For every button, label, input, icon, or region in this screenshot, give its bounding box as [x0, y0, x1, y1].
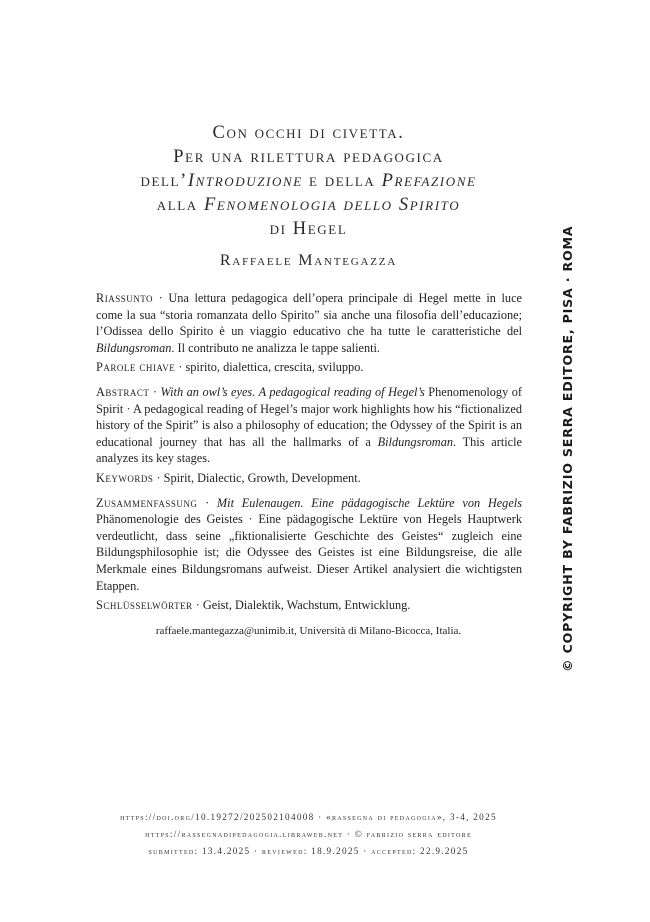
- title-line-2: Per una rilettura pedagogica: [173, 147, 444, 167]
- parole-chiave-paragraph: Parole chiave · spirito, dialettica, crescita, sviluppo.: [96, 360, 364, 375]
- footer-doi-line: https://doi.org/10.19272/202502104008 · «rassegna di pedagogia», 3-4, 2025: [120, 812, 497, 822]
- footer-website-line: https://rassegnadipedagogia.libraweb.net · © fabrizio serra editore: [145, 829, 472, 839]
- title-line-3: dell’Introduzione e della Prefazione: [140, 171, 477, 191]
- schluesselwoerter-paragraph: Schlüsselwörter · Geist, Dialektik, Wachstum, Entwicklung.: [96, 598, 411, 613]
- abstracts-section: [96, 290, 522, 614]
- copyright-notice: © COPYRIGHT BY FABRIZIO SERRA EDITORE, PISA · ROMA: [560, 225, 575, 672]
- footer-dates-line: submitted: 13.4.2025 · reviewed: 18.9.2025 · accepted: 22.9.2025: [148, 846, 469, 856]
- keywords-paragraph: Keywords · Spirit, Dialectic, Growth, Development.: [96, 470, 361, 485]
- parole-chiave-label: Parole chiave: [96, 360, 176, 375]
- title-line-4: alla Fenomenologia dello Spirito: [156, 195, 461, 215]
- author-affiliation: raffaele.mantegazza@unimib.it, Università di Milano-Bicocca, Italia.: [155, 625, 462, 637]
- title-line-1: Con occhi di civetta.: [212, 123, 405, 143]
- title-line-5: di Hegel: [269, 219, 348, 239]
- abstract-paragraph: Abstract · With an owl’s eyes. A pedagogical reading of Hegel’s Phenomenology of Spirit · A pedagogical reading of Hegel’s major work highlights how his “fictionalized history of the Spirit” is also a philosophy of education; the Odyssey of the Spirit is an educational journey that has all the hallmarks of a Bildungsroman. This article analyzes its key stages.: [96, 384, 523, 466]
- publication-footer: [0, 809, 617, 860]
- riassunto-paragraph: Riassunto · Una lettura pedagogica dell’opera principale di Hegel mette in luce come la sua “storia romanzata dello Spirito” sia anche una filosofia dell’educazione; l’Odissea dello Spirito è un viaggio educativo che ha tutte le caratteristiche del Bildungsroman. Il contributo ne analizza le tappe salienti.: [96, 291, 522, 355]
- author-name: Raffaele Mantegazza: [219, 252, 398, 269]
- keywords-label: Keywords: [96, 470, 154, 485]
- schluesselwoerter-label: Schlüsselwörter: [96, 598, 193, 613]
- zusammenfassung-label: Zusammenfassung: [96, 495, 198, 510]
- zusammenfassung-paragraph: Zusammenfassung · Mit Eulenaugen. Eine pädagogische Lektüre von Hegels Phänomenologie des Geistes · Eine pädagogische Lektüre von Hegels Hauptwerk verdeutlicht, dass seine „fiktionalisierte Geschichte des Geistes“ zugleich eine Bildungsphilosophie ist; die Odyssee des Geistes ist eine Bildungsreise, die alle Merkmale eines Bildungsromans aufweist. Dieser Artikel analysiert die wichtigsten Etappen.: [96, 495, 523, 593]
- riassunto-label: Riassunto: [96, 291, 154, 305]
- article-title: [0, 121, 617, 241]
- abstract-label: Abstract: [96, 384, 150, 399]
